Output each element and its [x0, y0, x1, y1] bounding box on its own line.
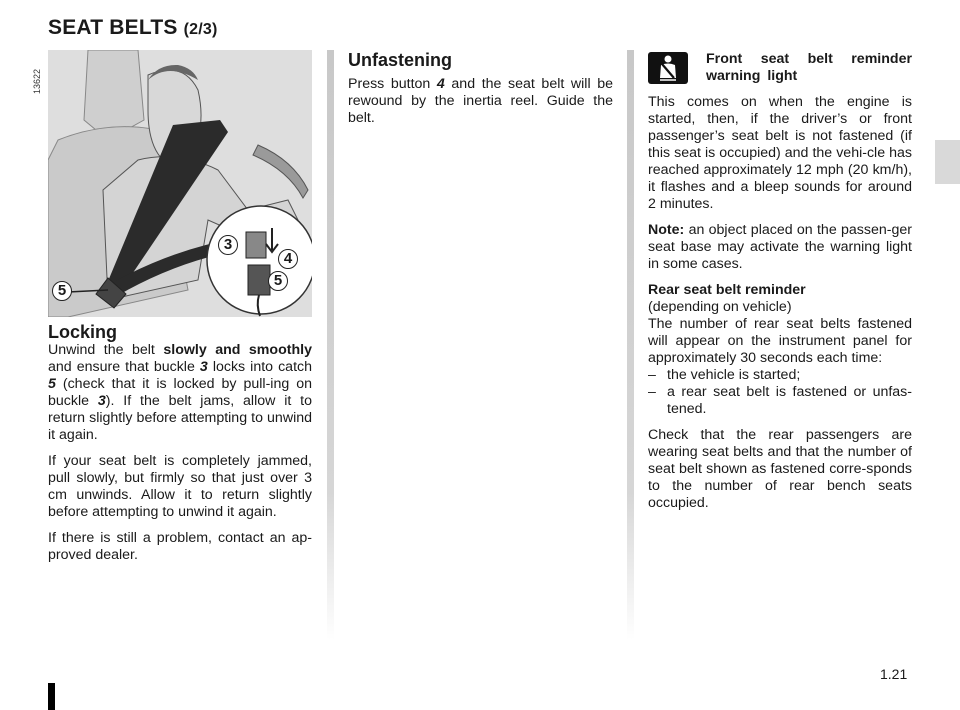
rear-reminder-block — [648, 282, 912, 418]
callout-5-left: 5 — [52, 281, 72, 301]
unfastening-paragraph: Press button 4 and the seat belt will be rewound by the inertia reel. Guide the belt. — [348, 76, 613, 126]
callout-4: 4 — [278, 249, 298, 269]
locking-paragraph-1: Unwind the belt slowly and smoothly and ensure that buckle 3 locks into catch 5 (check that it is locked by pull-ing on buckle 3). If the belt jams, allow it to return slightly before attempting to unwind it again. — [48, 342, 313, 443]
chapter-tab — [935, 140, 960, 184]
reminder-note: Note: an object placed on the passen-ger seat base may activate the warning light in some cases. — [648, 222, 912, 272]
page-title-text: SEAT BELTS — [48, 16, 178, 39]
reminder-section — [648, 50, 912, 521]
unfastening-section — [348, 50, 613, 136]
page-title — [48, 16, 218, 40]
callout-5: 5 — [268, 271, 288, 291]
rear-check-paragraph: Check that the rear passengers are wearing seat belts and that the number of seat belt shown as fastened corre-sponds to the number of rear bench seats occupied. — [648, 427, 912, 511]
callout-3: 3 — [218, 235, 238, 255]
corner-mark — [48, 683, 55, 710]
figure-ref-number: 13622 — [32, 68, 42, 94]
seat-belt-warning-icon — [648, 52, 688, 84]
rear-reminder-list — [648, 367, 912, 418]
rear-reminder-title: Rear seat belt reminder — [648, 282, 806, 298]
list-item: – a rear seat belt is fastened or unfas-tened. — [648, 384, 912, 418]
locking-paragraph-2: If your seat belt is completely jammed, pull slowly, but firmly so that just over 3 cm unwinds. Allow it to return slightly before attempting to unwind it again. — [48, 453, 312, 520]
unfastening-heading: Unfastening — [348, 50, 453, 70]
reminder-paragraph: This comes on when the engine is started, then, if the driver’s or front passenger’s seat belt is not fastened (if this seat is occupied) and the vehi-cle has reached approximately 12 mph (20 km/h), it flashes and a bleep sounds for around 2 minutes. — [648, 94, 912, 212]
rear-reminder-condition: (depending on vehicle) — [648, 299, 792, 315]
rear-reminder-text: The number of rear seat belts fastened will appear on the instrument panel for approximately 30 seconds each time: — [648, 316, 912, 366]
locking-section — [48, 322, 312, 573]
reminder-heading-row — [648, 50, 912, 90]
page-title-part: (2/3) — [183, 21, 218, 38]
list-item: – the vehicle is started; — [648, 367, 912, 384]
locking-heading: Locking — [48, 322, 118, 342]
locking-paragraph-3: If there is still a problem, contact an ap-proved dealer. — [48, 530, 312, 563]
column-divider — [627, 50, 634, 640]
page-number: 1.21 — [880, 666, 908, 682]
column-divider — [327, 50, 334, 640]
reminder-title: Front seat belt reminder warning light — [706, 51, 912, 84]
